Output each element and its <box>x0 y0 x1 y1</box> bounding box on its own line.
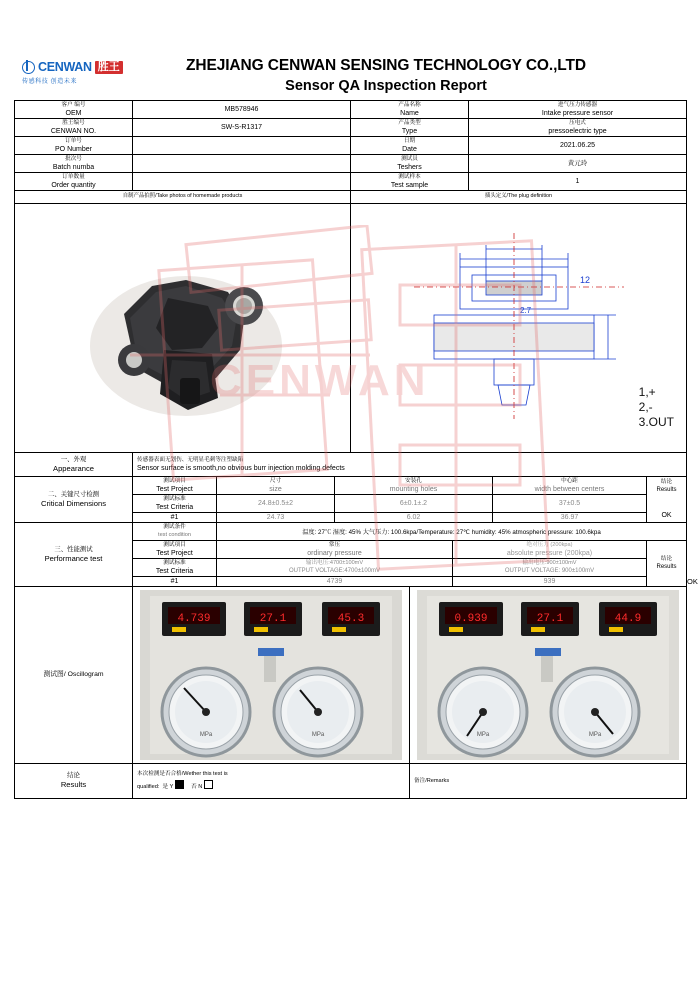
report-title: Sensor QA Inspection Report <box>285 78 487 94</box>
criteria-width-between-centers: 37±0.5 <box>493 494 647 512</box>
photo-section-header <box>15 191 687 204</box>
criteria-mounting-holes: 6±0.1±.2 <box>335 494 493 512</box>
sample-1-label: #1 <box>133 512 217 522</box>
qualified-yes-label: 是 Y <box>162 784 174 790</box>
oscillogram-photo-right <box>410 586 687 763</box>
svg-text:MPa: MPa <box>588 731 602 738</box>
svg-text:12: 12 <box>579 274 590 285</box>
perf-test-project-label: 测试项目 Test Project <box>133 540 217 558</box>
appearance-row <box>15 452 687 476</box>
oscillogram-photo-left <box>133 586 410 763</box>
test-condition-value: 温度: 27℃ 湿度: 45% 大气压力: 100.6kpa/Temperature: 27℃ humidity: 45% atmospheric pressure: 100.6kpa <box>217 522 687 540</box>
svg-text:4.739: 4.739 <box>177 612 211 625</box>
column-mounting-holes: 安装孔 mounting holes <box>335 476 493 494</box>
performance-results-label: 结论 Results <box>647 540 687 586</box>
plug-drawing-cell <box>351 203 687 452</box>
report-sheet <box>14 50 698 799</box>
performance-test-table <box>14 522 698 587</box>
testers-value: 黄元玲 <box>469 155 687 173</box>
sample1-width-between-centers: 36.97 <box>493 512 647 522</box>
qualified-no-checkbox[interactable] <box>204 780 213 789</box>
table-row: #1 4739 939 OK <box>15 576 687 586</box>
criteria-absolute-pressure: 输出电压:900±100mV OUTPUT VOLTAGE: 900±100mV <box>453 558 647 576</box>
photo-section-row <box>15 203 687 452</box>
svg-text:CENWAN: CENWAN <box>210 356 430 405</box>
po-number-label: 订单号 PO Number <box>15 137 133 155</box>
oem-label: 客户 编号 OEM <box>15 101 133 119</box>
oscillogram-table <box>14 586 687 799</box>
svg-text:MPa: MPa <box>199 731 213 738</box>
perf-sample-1-label: #1 <box>133 576 217 586</box>
name-label: 产品名称 Name <box>351 101 469 119</box>
type-value: 压电式 pressoelectric type <box>469 119 687 137</box>
footer-remarks-cell: 备注/Remarks <box>410 763 687 798</box>
report-table <box>14 100 687 477</box>
date-value: 2021.06.25 <box>469 137 687 155</box>
svg-text:MPa: MPa <box>311 731 325 738</box>
logo-globe-icon <box>22 61 35 74</box>
testers-label: 测试员 Teshers <box>351 155 469 173</box>
name-value: 进气压力传感器 Intake pressure sensor <box>469 101 687 119</box>
appearance-value: 传感器表面无划伤、无明显毛刺等注塑缺陷 Sensor surface is smooth,no obvious burr injection molding defects <box>133 452 687 476</box>
order-quantity-value <box>133 173 351 191</box>
svg-text:44.9: 44.9 <box>614 612 642 625</box>
oscillogram-row <box>15 586 687 763</box>
plug-technical-drawing <box>394 223 644 433</box>
column-ordinary-pressure: 常压 ordinary pressure <box>217 540 453 558</box>
perf-test-criteria-label: 测试标准 Test Criteria <box>133 558 217 576</box>
performance-test-label: 三、性能测试 Performance test <box>15 522 133 586</box>
footer-qualified-cell: 本次检测是否合格/Wether this test is qualified: 是 Y 否 N <box>133 763 410 798</box>
logo-wordmark: CENWAN <box>38 60 92 74</box>
po-number-value <box>133 137 351 155</box>
company-title: ZHEJIANG CENWAN SENSING TECHNOLOGY CO.,LTD <box>186 57 586 74</box>
test-sample-value: 1 <box>469 173 687 191</box>
batch-number-label: 批次号 Batch numba <box>15 155 133 173</box>
footer-results-label: 结论 Results <box>15 763 133 798</box>
logo-badge: 胜王 <box>95 61 123 74</box>
critical-dimensions-label: 二、关键尺寸检测 Critical Dimensions <box>15 476 133 522</box>
product-photo-cell <box>15 203 351 452</box>
cenwan-no-label: 胜王编号 CENWAN NO. <box>15 119 133 137</box>
test-bench-photo-right <box>417 590 679 760</box>
date-label: 日期 Date <box>351 137 469 155</box>
critical-result-value: OK <box>661 512 672 519</box>
table-row <box>15 119 687 137</box>
footer-row <box>15 763 687 798</box>
oscillogram-label: 测试图/ Oscillogram <box>15 586 133 763</box>
svg-text:45.3: 45.3 <box>337 612 365 625</box>
test-project-label: 测试项目 Test Project <box>133 476 217 494</box>
plug-definition-text: 1,+ 2,- 3.OUT <box>638 384 674 429</box>
column-absolute-pressure: 绝对压力 (200kpa) absolute pressure (200kpa) <box>453 540 647 558</box>
logo-subtitle: 传感科技 创造未来 <box>22 79 78 85</box>
batch-number-value <box>133 155 351 173</box>
svg-text:27.1: 27.1 <box>536 612 564 625</box>
svg-text:27.1: 27.1 <box>259 612 287 625</box>
column-width-between-centers: 中心距 width between centers <box>493 476 647 494</box>
oem-value: MB578946 <box>133 101 351 119</box>
svg-text:MPa: MPa <box>476 731 490 738</box>
sample1-size: 24.73 <box>217 512 335 522</box>
appearance-label: 一、外观 Appearance <box>15 452 133 476</box>
criteria-ordinary-pressure: 输出电压:4700±100mV OUTPUT VOLTAGE:4700±100mV <box>217 558 453 576</box>
photo-header-right: 插头定义/The plug definition <box>351 191 687 204</box>
criteria-size: 24.8±0.5±2 <box>217 494 335 512</box>
sample1-mounting-holes: 6.02 <box>335 512 493 522</box>
critical-dimensions-table <box>14 476 687 523</box>
report-title-block <box>146 56 626 96</box>
cenwan-no-value: SW-S-R1317 <box>133 119 351 137</box>
order-quantity-label: 订单数量 Order quantity <box>15 173 133 191</box>
svg-text:2.7: 2.7 <box>519 305 531 315</box>
critical-results-label: 结论 Results OK <box>647 476 687 522</box>
qualified-no-label: 否 N <box>191 784 203 790</box>
report-header <box>14 50 686 100</box>
test-criteria-label: 测试标准 Test Criteria <box>133 494 217 512</box>
table-row <box>15 101 687 119</box>
table-row <box>15 173 687 191</box>
qualified-yes-checkbox[interactable] <box>175 780 184 789</box>
type-label: 产品类型 Type <box>351 119 469 137</box>
sample1-ordinary-pressure: 4739 <box>217 576 453 586</box>
test-sample-label: 测试样本 Test sample <box>351 173 469 191</box>
table-row <box>15 522 687 540</box>
photo-header-left: 自制产品拍照/Take photos of homemade products <box>15 191 351 204</box>
table-row <box>15 476 687 494</box>
sample1-absolute-pressure: 939 <box>453 576 647 586</box>
column-size: 尺寸 size <box>217 476 335 494</box>
svg-text:0.939: 0.939 <box>454 612 488 625</box>
company-logo <box>14 56 146 85</box>
table-row <box>15 137 687 155</box>
test-bench-photo-left <box>140 590 402 760</box>
sensor-photo <box>68 228 298 428</box>
test-condition-label: 测试条件 test condition <box>133 522 217 540</box>
table-row <box>15 155 687 173</box>
